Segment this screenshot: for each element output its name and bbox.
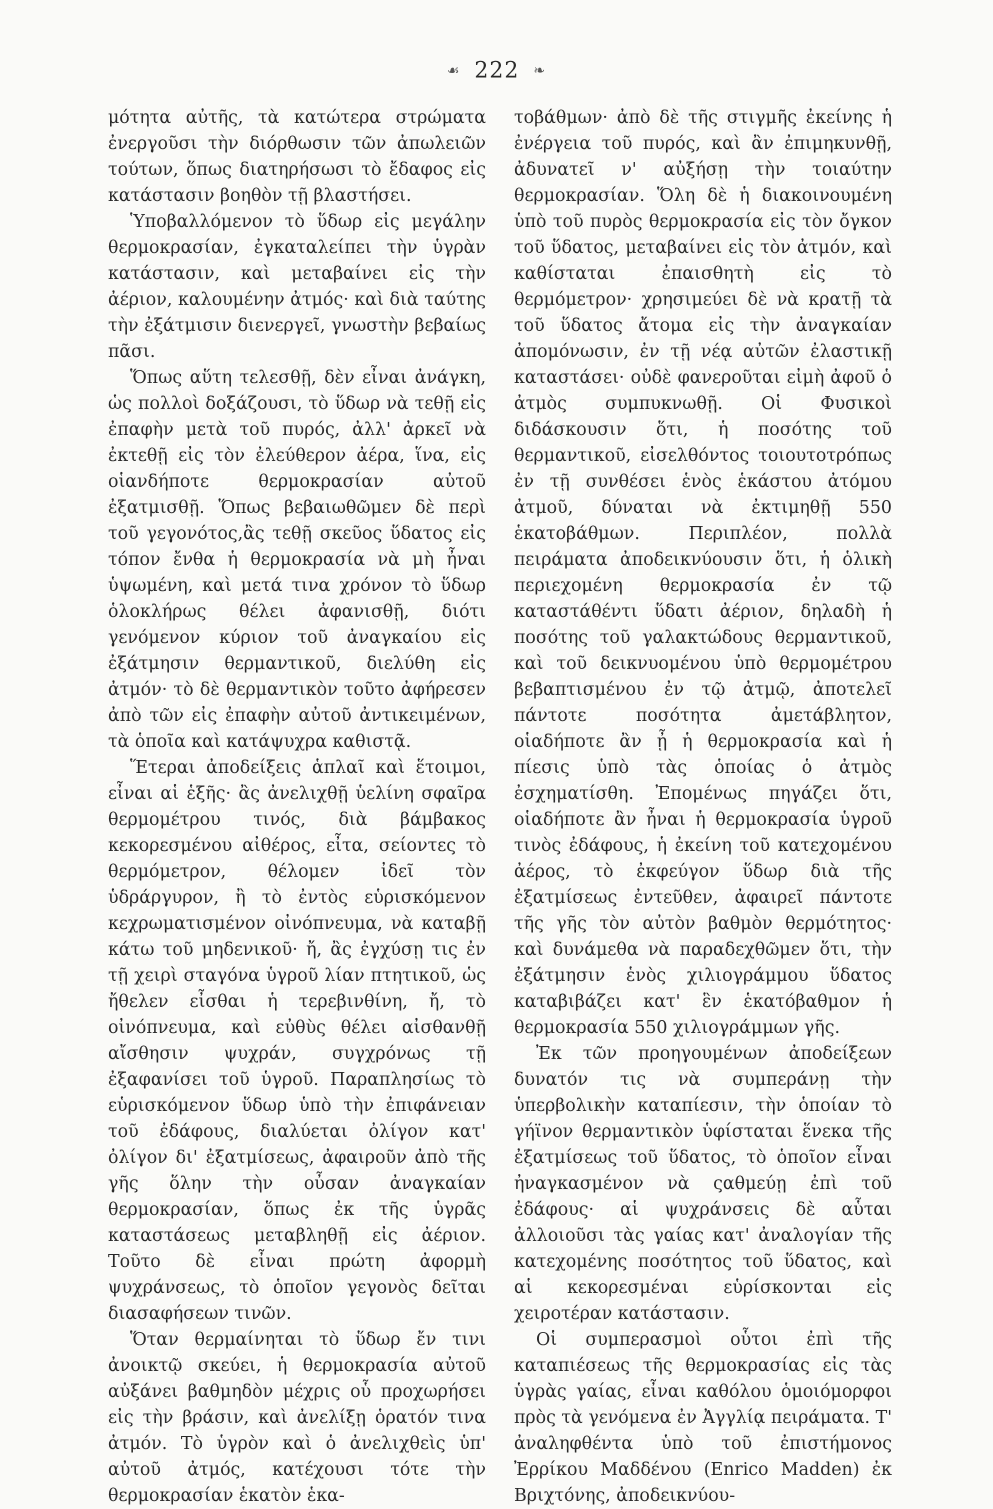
left-column	[108, 105, 486, 1509]
page-number: 222	[474, 58, 520, 84]
right-column	[514, 105, 892, 1509]
paragraph: μότητα αὐτῆς, τὰ κατώτερα στρώματα ἐνεργοῦσι τὴν διόρθωσιν τῶν ἀπωλειῶν τούτων, ὅπως διατηρήσωσι τὸ ἔδαφος εἰς κατάστασιν βοηθὸν τῇ βλαστήσει.	[108, 108, 486, 206]
paragraph: Οἱ συμπερασμοὶ οὗτοι ἐπὶ τῆς καταπιέσεως τῆς θερμοκρασίας εἰς τὰς ὑγρὰς γαίας, εἶναι καθόλου ὁμοιόμορφοι πρὸς τὰ γενόμενα ἐν Ἀγγλίᾳ πειράματα. Τ' ἀναληφθέντα ὑπὸ τοῦ ἐπιστήμονος Ἐρρίκου Μαδδένου (Enrico Madden) ἐκ Βριχτόνης, ἀποδεικνύου-	[514, 1330, 892, 1506]
ornament-right-icon: ❧	[533, 63, 547, 79]
paragraph: Ἐκ τῶν προηγουμένων ἀποδείξεων δυνατόν τις νὰ συμπεράνῃ τὴν ὑπερβολικὴν καταπίεσιν, τὴν ὁποίαν τὸ γήϊνον θερμαντικὸν ὑφίσταται ἕνεκα τῆς ἐξατμίσεως τοῦ ὕδατος, τὸ ὁποῖον εἶναι ἠναγκασμένον νὰ ςαθμεύῃ ἐπὶ τοῦ ἐδάφους· αἱ ψυχράνσεις δὲ αὗται ἀλλοιοῦσι τὰς γαίας κατ' ἀναλογίαν τῆς κατεχομένης ποσότητος τοῦ ὕδατος, καὶ αἱ κεκορεσμέναι εὑρίσκονται εἰς χειροτέραν κατάστασιν.	[514, 1044, 892, 1324]
paragraph: Ὑποβαλλόμενον τὸ ὕδωρ εἰς μεγάλην θερμοκρασίαν, ἐγκαταλείπει τὴν ὑγρὰν κατάστασιν, καὶ μεταβαίνει εἰς τὴν ἀέριον, καλουμένην ἀτμός· καὶ διὰ ταύτης τὴν ἐξάτμισιν διενεργεῖ, γνωστὴν βεβαίως πᾶσι.	[108, 212, 486, 362]
paragraph: Ὅπως αὕτη τελεσθῇ, δὲν εἶναι ἀνάγκη, ὡς πολλοὶ δοξάζουσι, τὸ ὕδωρ νὰ τεθῇ εἰς ἐπαφὴν μετὰ τοῦ πυρός, ἀλλ' ἀρκεῖ νὰ ἐκτεθῇ εἰς τὸν ἐλεύθερον ἀέρα, ἵνα, εἰς οἱανδήποτε θερμοκρασίαν αὐτοῦ ἐξατμισθῇ. Ὅπως βεβαιωθῶμεν δὲ περὶ τοῦ γεγονότος,ἂς τεθῇ σκεῦος ὕδατος εἰς τόπον ἔνθα ἡ θερμοκρασία νὰ μὴ ἦναι ὑψωμένη, καὶ μετά τινα χρόνον τὸ ὕδωρ ὁλοκλήρως θέλει ἀφανισθῇ, διότι γενόμενον κύριον τοῦ ἀναγκαίου εἰς ἐξάτμησιν θερμαντικοῦ, διελύθη εἰς ἀτμόν· τὸ δὲ θερμαντικὸν τοῦτο ἀφήρεσεν ἀπὸ τῶν εἰς ἐπαφὴν αὐτοῦ ἀντικειμένων, τὰ ὁποῖα καὶ κατάψυχρα καθιστᾷ.	[108, 368, 486, 752]
paragraph: Ὅταν θερμαίνηται τὸ ὕδωρ ἔν τινι ἀνοικτῷ σκεύει, ἡ θερμοκρασία αὐτοῦ αὐξάνει βαθμηδὸν μέχρις οὗ προχωρήσει εἰς τὴν βράσιν, καὶ ἀνελίξῃ ὁρατόν τινα ἀτμόν. Τὸ ὑγρὸν καὶ ὁ ἀνελιχθεὶς ὑπ' αὐτοῦ ἀτμός, κατέχουσι τότε τὴν θερμοκρασίαν ἑκατὸν ἑκα-	[108, 1330, 486, 1506]
paragraph: τοβάθμων· ἀπὸ δὲ τῆς στιγμῆς ἐκείνης ἡ ἐνέργεια τοῦ πυρός, καὶ ἂν ἐπιμηκυνθῇ, ἀδυνατεῖ ν' αὐξήσῃ τὴν τοιαύτην θερμοκρασίαν. Ὅλη δὲ ἡ διακοινουμένη ὑπὸ τοῦ πυρὸς θερμοκρασία εἰς τὸν ὄγκον τοῦ ὕδατος, μεταβαίνει εἰς τὸν ἀτμόν, καὶ καθίσταται ἐπαισθητὴ εἰς τὸ θερμόμετρον· χρησιμεύει δὲ νὰ κρατῇ τὰ τοῦ ὕδατος ἄτομα εἰς τὴν ἀναγκαίαν ἀπομόνωσιν, ἐν τῇ νέᾳ αὐτῶν ἐλαστικῇ καταστάσει· οὐδὲ φανεροῦται εἰμὴ ἀφοῦ ὁ ἀτμὸς συμπυκνωθῇ. Οἱ Φυσικοὶ διδάσκουσιν ὅτι, ἡ ποσότης τοῦ θερμαντικοῦ, εἰσελθόντος τοιουτοτρόπως ἐν τῇ συνθέσει ἑνὸς ἑκάστου ἀτόμου ἀτμοῦ, δύναται νὰ ἐκτιμηθῇ 550 ἑκατοβάθμων. Περιπλέον, πολλὰ πειράματα ἀποδεικνύουσιν ὅτι, ἡ ὁλικὴ περιεχομένη θερμοκρασία ἐν τῷ καταστάθέντι ὕδατι ἀέριον, δηλαδὴ ἡ ποσότης τοῦ γαλακτώδους θερμαντικοῦ, καὶ τοῦ δεικνυομένου ὑπὸ θερμομέτρου βεβαπτισμένου ἐν τῷ ἀτμῷ, ἀποτελεῖ πάντοτε ποσότητα ἀμετάβλητον, οἱαδήποτε ἂν ᾖ ἡ θερμοκρασία καὶ ἡ πίεσις ὑπὸ τὰς ὁποίας ὁ ἀτμὸς ἐσχηματίσθη. Ἐπομένως πηγάζει ὅτι, οἱαδήποτε ἂν ἦναι ἡ θερμοκρασία ὑγροῦ τινὸς ἐδάφους, ἡ ἐκείνη τοῦ κατεχομένου ἀέρος, τὸ ἐκφεύγον ὕδωρ διὰ τῆς ἐξατμίσεως ἐντεῦθεν, ἀφαιρεῖ πάντοτε τῆς γῆς τὸν αὐτὸν βαθμὸν θερμότητος· καὶ δυνάμεθα νὰ παραδεχθῶμεν ὅτι, τὴν ἐξάτμησιν ἑνὸς χιλιογράμμου ὕδατος καταβιβάζει κατ' ἓν ἑκατόβαθμον ἡ θερμοκρασία 550 χιλιογράμμων γῆς.	[514, 108, 892, 1038]
ornament-left-icon: ☙	[446, 63, 461, 79]
paragraph: Ἕτεραι ἀποδείξεις ἁπλαῖ καὶ ἕτοιμοι, εἶναι αἱ ἑξῆς· ἂς ἀνελιχθῇ ὑελίνη σφαῖρα θερμομέτρου τινός, διὰ βάμβακος κεκορεσμένου αἰθέρος, εἶτα, σείοντες τὸ θερμόμετρον, θέλομεν ἰδεῖ τὸν ὑδράργυρον, ἢ τὸ ἐντὸς εὑρισκόμενον κεχρωματισμένον οἰνόπνευμα, νὰ καταβῇ κάτω τοῦ μηδενικοῦ· ἤ, ἂς ἐγχύσῃ τις ἐν τῇ χειρὶ σταγόνα ὑγροῦ λίαν πτητικοῦ, ὡς ἤθελεν εἶσθαι ἡ τερεβινθίνη, ἤ, τὸ οἰνόπνευμα, καὶ εὐθὺς θέλει αἰσθανθῇ αἴσθησιν ψυχράν, συγχρόνως τῇ ἐξαφανίσει τοῦ ὑγροῦ. Παραπλησίως τὸ εὑρισκόμενον ὕδωρ ὑπὸ τὴν ἐπιφάνειαν τοῦ ἐδάφους, διαλύεται ὀλίγον κατ' ὀλίγον δι' ἐξατμίσεως, ἀφαιροῦν ἀπὸ τῆς γῆς ὅλην τὴν οὖσαν ἀναγκαίαν θερμοκρασίαν, ὅπως ἐκ τῆς ὑγρᾶς καταστάσεως μεταβληθῇ εἰς ἀέριον. Τοῦτο δὲ εἶναι πρώτη ἀφορμὴ ψυχράνσεως, τὸ ὁποῖον γεγονὸς δεῖται διασαφήσεων τινῶν.	[108, 758, 486, 1324]
page-header	[0, 58, 993, 84]
